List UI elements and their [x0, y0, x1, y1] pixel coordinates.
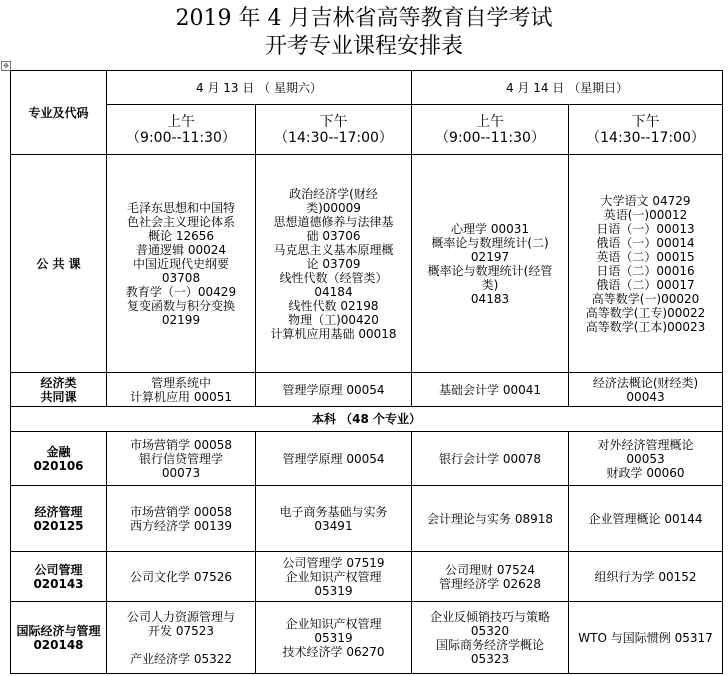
course-line: 基础会计学 00041 — [439, 382, 542, 397]
course-line: 02197 — [470, 249, 510, 264]
major-sat-pm — [256, 486, 412, 552]
major-sun-pm — [569, 552, 723, 602]
session-sun-am: 上午 （9:00--11:30） — [412, 105, 569, 155]
major-sun-pm — [569, 486, 723, 552]
major-sun-pm — [569, 602, 723, 674]
major-name-code: 国际经济与管理 020148 — [11, 602, 107, 674]
course-line: 技术经济学 06270 — [282, 644, 385, 659]
course-line: 英语(一)00012 — [603, 207, 688, 222]
course-line: 西方经济学 00139 — [130, 518, 232, 533]
course-line: 05319 — [314, 583, 353, 598]
major-sat-pm — [256, 432, 412, 486]
course-line: 线性代数（经管类） — [279, 270, 388, 285]
course-line: 02199 — [161, 312, 201, 327]
major-name-code: 公司管理 020143 — [11, 552, 107, 602]
major-sun-pm — [569, 432, 723, 486]
course-line: 管理学原理 00054 — [282, 451, 385, 466]
course-line: 00053 — [626, 451, 665, 466]
course-line: 础 03706 — [306, 228, 361, 243]
course-line: 05319 — [314, 630, 353, 645]
econ-sat-am — [107, 373, 256, 407]
course-line: 管理经济学 02628 — [439, 576, 542, 591]
major-code-header: 专业及代码 — [11, 71, 107, 155]
econ-common-row — [11, 373, 723, 407]
course-line — [109, 638, 253, 652]
document-subtitle: 开考专业课程安排表 — [264, 34, 463, 59]
session-sat-am: 上午 （9:00--11:30） — [107, 105, 256, 155]
public-course-row — [11, 155, 723, 373]
course-line: 产业经济学 05322 — [130, 651, 232, 666]
course-line: 色社会主义理论体系 — [126, 214, 235, 229]
major-sat-am — [107, 602, 256, 674]
public-sat-pm — [256, 155, 412, 373]
course-line: WTO 与国际惯例 05317 — [578, 630, 713, 645]
course-line: 经济法概论(财经类) — [592, 375, 699, 390]
course-line: 00073 — [161, 465, 201, 480]
course-line: 企业反倾销技巧与策略 — [430, 609, 551, 624]
public-course-label: 公 共 课 — [11, 155, 107, 373]
major-sun-am — [412, 486, 569, 552]
course-line: 管理学原理 00054 — [282, 382, 385, 397]
course-line: 04183 — [470, 291, 510, 306]
major-sat-pm — [256, 602, 412, 674]
section-title: 本科 （48 个专业） — [11, 407, 723, 432]
course-line: 市场营销学 00058 — [130, 504, 232, 519]
course-line: 毛泽东思想和中国特 — [126, 200, 235, 215]
course-line: 政治经济学(财经 — [289, 186, 378, 201]
course-line: 概率论与数理统计(二) — [431, 235, 549, 250]
major-sun-am — [412, 432, 569, 486]
public-sat-am — [107, 155, 256, 373]
course-line: 企业知识产权管理 — [285, 616, 382, 631]
major-sat-pm — [256, 552, 412, 602]
table-row — [11, 432, 723, 486]
course-line: 英语（二）00015 — [596, 249, 695, 264]
course-line: 公司文化学 07526 — [130, 569, 232, 584]
course-line: 普通逻辑 00024 — [136, 242, 226, 257]
course-line: 04184 — [314, 284, 353, 299]
major-name-code: 金融 020106 — [11, 432, 107, 486]
session-sat-pm: 下午 （14:30--17:00） — [256, 105, 412, 155]
course-line: 市场营销学 00058 — [130, 437, 232, 452]
major-name-code: 经济管理 020125 — [11, 486, 107, 552]
course-line: 电子商务基础与实务 — [279, 504, 388, 519]
course-line: 企业管理概论 00144 — [588, 511, 703, 526]
course-line: 俄语（一）00014 — [596, 235, 695, 250]
course-line: 计算机应用基础 00018 — [270, 326, 397, 341]
course-line: 教育学（一）00429 — [125, 284, 237, 299]
date-saturday: 4 月 13 日 （ 星期六） — [107, 71, 412, 105]
course-line: 类) — [481, 277, 499, 292]
major-sun-am — [412, 602, 569, 674]
course-line: 公司管理学 07519 — [282, 555, 385, 570]
course-line: 银行会计学 00078 — [439, 451, 542, 466]
course-line: 管理系统中 — [150, 375, 211, 390]
course-line: 心理学 00031 — [451, 221, 530, 236]
econ-sat-pm — [256, 373, 412, 407]
course-line: 05323 — [470, 651, 510, 666]
course-line: 物理（工)00420 — [288, 312, 379, 327]
course-line: 00043 — [626, 389, 665, 404]
course-line: 高等数学(一)00020 — [591, 291, 700, 306]
table-move-handle-icon[interactable]: ✥ — [1, 61, 11, 71]
session-sun-pm: 下午 （14:30--17:00） — [569, 105, 723, 155]
course-line: 开发 07523 — [148, 623, 214, 638]
public-sun-pm — [569, 155, 723, 373]
course-line: 对外经济管理概论 — [597, 437, 694, 452]
major-sun-am — [412, 552, 569, 602]
course-line: 高等数学(工本)00023 — [585, 319, 706, 334]
course-line: 概率论与数理统计(经管 — [427, 263, 553, 278]
course-line: 高等数学(工专)00022 — [585, 305, 706, 320]
table-row — [11, 486, 723, 552]
econ-sun-pm — [569, 373, 723, 407]
course-line: 会计理论与实务 08918 — [427, 511, 554, 526]
course-line: 日语（二）00016 — [596, 263, 695, 278]
course-line: 国际商务经济学概论 — [436, 637, 545, 652]
course-line: 财政学 00060 — [606, 465, 685, 480]
course-line: 公司人力资源管理与 — [126, 609, 235, 624]
course-line: 企业知识产权管理 — [285, 569, 382, 584]
course-line: 俄语（二）00017 — [596, 277, 695, 292]
course-line: 类)00009 — [306, 200, 361, 215]
course-line: 论 03709 — [306, 256, 361, 271]
course-line: 计算机应用 00051 — [130, 389, 232, 404]
session-row — [11, 105, 723, 155]
econ-common-label: 经济类 共同课 — [11, 373, 107, 407]
econ-sun-am — [412, 373, 569, 407]
document-title: 2019 年 4 月吉林省高等教育自学考试 — [175, 6, 553, 31]
course-line: 银行信贷管理学 — [138, 451, 223, 466]
table-row — [11, 552, 723, 602]
course-line: 组织行为学 00152 — [594, 569, 697, 584]
course-line: 大学语文 04729 — [600, 193, 691, 208]
date-sunday: 4 月 14 日 （星期日） — [412, 71, 723, 105]
date-row — [11, 71, 723, 105]
course-line: 05320 — [470, 623, 510, 638]
course-line: 概论 12656 — [148, 228, 214, 243]
table-row — [11, 602, 723, 674]
course-line: 03491 — [314, 518, 353, 533]
course-line: 线性代数 02198 — [288, 298, 379, 313]
major-sat-am — [107, 432, 256, 486]
course-line: 复变函数与积分变换 — [126, 298, 235, 313]
course-line: 马克思主义基本原理概 — [273, 242, 394, 257]
major-sat-am — [107, 552, 256, 602]
major-sat-am — [107, 486, 256, 552]
course-line: 日语（一）00013 — [596, 221, 695, 236]
course-line: 中国近现代史纲要 — [132, 256, 229, 271]
schedule-table — [10, 70, 723, 674]
section-row — [11, 407, 723, 432]
course-line: 思想道德修养与法律基 — [273, 214, 394, 229]
course-line: 03708 — [161, 270, 201, 285]
course-line: 公司理财 07524 — [445, 562, 536, 577]
public-sun-am — [412, 155, 569, 373]
